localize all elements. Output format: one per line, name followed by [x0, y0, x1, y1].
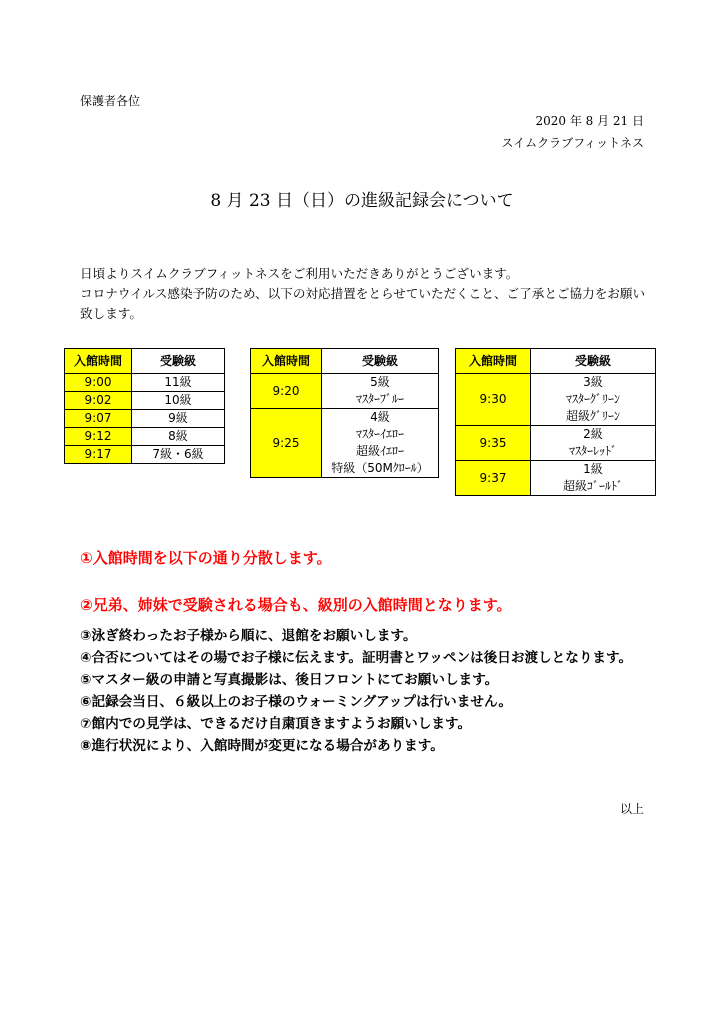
entry-time-cell: 9:37 [456, 461, 531, 496]
list-item: ⑥記録会当日、６級以上のお子様のウォーミングアップは行いません。 [80, 694, 512, 710]
grade-header: 受験級 [531, 349, 656, 374]
table-row [65, 410, 225, 428]
addressee: 保護者各位 [80, 94, 141, 108]
document-title: 8 月 23 日（日）の進級記録会について [210, 191, 514, 211]
time-header: 入館時間 [65, 349, 132, 374]
schedule-table-3 [455, 348, 656, 496]
list-item: ⑧進行状況により、入館時間が変更になる場合があります。 [80, 738, 444, 754]
grade-line: 超級ｺﾞｰﾙﾄﾞ [562, 479, 623, 493]
entry-time-cell: 9:07 [65, 410, 132, 428]
grade-cell [531, 426, 656, 461]
grade-line: ﾏｽﾀｰﾚｯﾄﾞ [568, 444, 617, 458]
time-header: 入館時間 [251, 349, 322, 374]
notice-entry-time: ①入館時間を以下の通り分散します。 [80, 549, 332, 567]
grade-line: ﾏｽﾀｰｲｴﾛｰ [355, 427, 404, 441]
list-item: ⑦館内での見学は、できるだけ自粛頂きますようお願いします。 [80, 716, 472, 732]
document-date: 2020 年 8 月 21 日 [535, 114, 644, 128]
table-row [456, 374, 656, 426]
entry-time-cell: 9:02 [65, 392, 132, 410]
closing-mark: 以上 [619, 802, 644, 816]
grade-cell: 9級 [132, 410, 225, 428]
table-row [65, 446, 225, 464]
grade-line: 特級（50Mｸﾛｰﾙ） [331, 461, 429, 475]
grade-line: 超級ｲｴﾛｰ [355, 444, 404, 458]
grade-line: ﾏｽﾀｰｸﾞﾘｰﾝ [565, 392, 620, 406]
entry-time-cell: 9:20 [251, 374, 322, 409]
grade-cell [531, 461, 656, 496]
grade-line: 4級 [370, 410, 390, 424]
grade-header: 受験級 [132, 349, 225, 374]
intro-text [80, 264, 650, 324]
entry-time-cell: 9:00 [65, 374, 132, 392]
list-item: ⑤マスター級の申請と写真撮影は、後日フロントにてお願いします。 [80, 672, 499, 688]
grade-line: 5級 [370, 375, 390, 389]
organization-name: スイムクラブフィットネス [501, 136, 644, 150]
list-item: ③泳ぎ終わったお子様から順に、退館をお願いします。 [80, 628, 417, 644]
grade-line: ﾏｽﾀｰﾌﾞﾙｰ [355, 392, 404, 406]
table-header-row [251, 349, 439, 374]
table-row [65, 374, 225, 392]
grade-line: 3級 [583, 375, 603, 389]
grade-line: 超級ｸﾞﾘｰﾝ [565, 409, 620, 423]
entry-time-cell: 9:17 [65, 446, 132, 464]
grade-cell [322, 409, 439, 478]
list-item: ④合否についてはその場でお子様に伝えます。証明書とワッペンは後日お渡しとなります。 [80, 650, 633, 666]
grade-cell: 7級・6級 [132, 446, 225, 464]
intro-line: 日頃よりスイムクラブフィットネスをご利用いただきありがとうございます。 [80, 266, 519, 281]
entry-time-cell: 9:25 [251, 409, 322, 478]
time-header: 入館時間 [456, 349, 531, 374]
intro-line: コロナウイルス感染予防のため、以下の対応措置をとらせていただくこと、ご了承とご協力をお願い致します。 [80, 286, 646, 321]
table-header-row [65, 349, 225, 374]
table-row [251, 409, 439, 478]
grade-cell: 8級 [132, 428, 225, 446]
grade-cell: 11級 [132, 374, 225, 392]
notice-siblings: ②兄弟、姉妹で受験される場合も、級別の入館時間となります。 [80, 596, 512, 614]
table-row [65, 392, 225, 410]
entry-time-cell: 9:30 [456, 374, 531, 426]
table-row [251, 374, 439, 409]
table-row [456, 426, 656, 461]
grade-line: 2級 [583, 427, 603, 441]
grade-cell [322, 374, 439, 409]
grade-header: 受験級 [322, 349, 439, 374]
grade-cell: 10級 [132, 392, 225, 410]
grade-cell [531, 374, 656, 426]
entry-time-cell: 9:35 [456, 426, 531, 461]
schedule-table-2 [250, 348, 439, 478]
table-header-row [456, 349, 656, 374]
grade-line: 1級 [583, 462, 603, 476]
table-row [456, 461, 656, 496]
instruction-list [80, 625, 660, 757]
schedule-table-1 [64, 348, 225, 464]
table-row [65, 428, 225, 446]
entry-time-cell: 9:12 [65, 428, 132, 446]
